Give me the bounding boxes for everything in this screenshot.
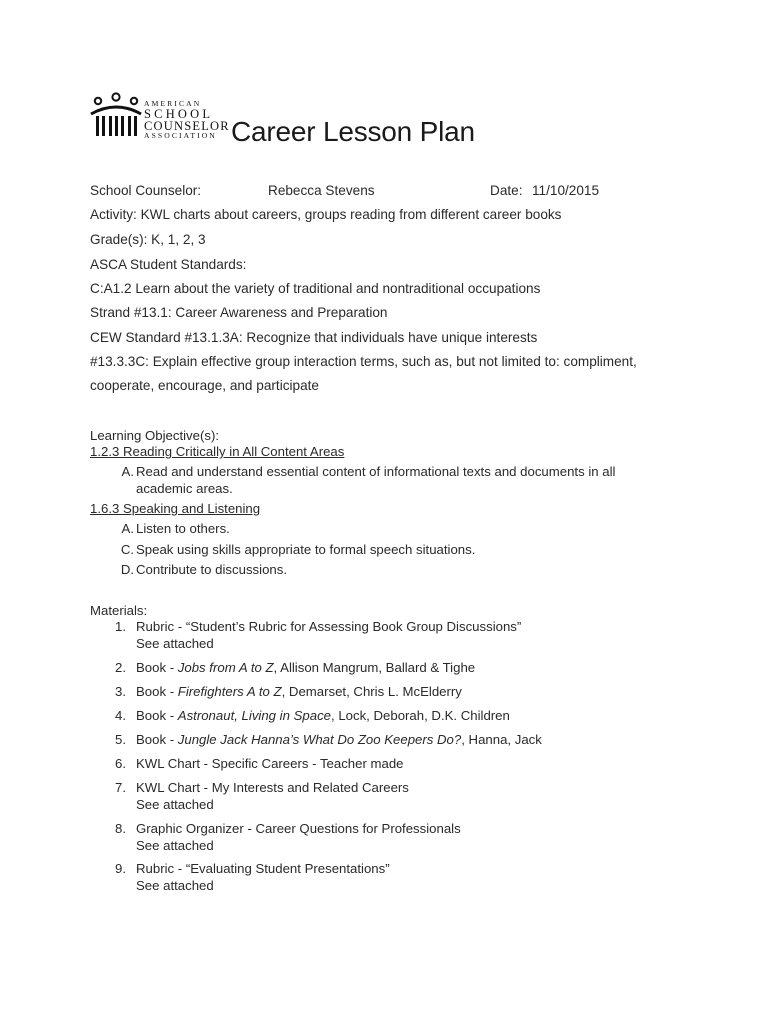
- material-text: [136, 660, 475, 675]
- date-label: Date:: [490, 183, 523, 198]
- material-text: Rubric - “Evaluating Student Presentations”: [136, 861, 390, 876]
- objectives-heading: Learning Objective(s):: [90, 428, 220, 443]
- logo-line-1: AMERICAN: [144, 99, 202, 108]
- logo-line-2: SCHOOL: [144, 107, 214, 121]
- materials-heading: Materials:: [90, 603, 148, 618]
- material-text: [136, 708, 510, 723]
- material-note: See attached: [136, 636, 214, 651]
- material-prefix: Book -: [136, 684, 178, 699]
- material-number: 1.: [115, 619, 126, 634]
- material-text: [136, 684, 462, 699]
- material-suffix: , Demarset, Chris L. McElderry: [281, 684, 462, 699]
- objective-group-title: 1.6.3 Speaking and Listening: [90, 501, 261, 516]
- objective-group-title: 1.2.3 Reading Critically in All Content Areas: [90, 444, 345, 459]
- material-suffix: , Lock, Deborah, D.K. Children: [331, 708, 510, 723]
- standard-line: CEW Standard #13.1.3A: Recognize that individuals have unique interests: [90, 330, 538, 345]
- asca-logo-wordmark: [144, 100, 236, 142]
- book-title: Astronaut, Living in Space: [177, 708, 331, 723]
- material-suffix: , Hanna, Jack: [461, 732, 542, 747]
- objective-marker: D.: [120, 562, 134, 577]
- material-note: See attached: [136, 838, 214, 853]
- book-title: Jobs from A to Z: [177, 660, 274, 675]
- page-title: Career Lesson Plan: [231, 116, 475, 147]
- material-number: 6.: [115, 756, 126, 771]
- counselor-name: Rebecca Stevens: [268, 183, 375, 198]
- material-number: 2.: [115, 660, 126, 675]
- asca-logo-icon: [88, 92, 144, 142]
- standard-line: #13.3.3C: Explain effective group interaction terms, such as, but not limited to: compliment,: [90, 354, 637, 369]
- material-number: 9.: [115, 861, 126, 876]
- counselor-label: School Counselor:: [90, 183, 202, 198]
- objective-text: Listen to others.: [136, 521, 230, 536]
- objective-text: Speak using skills appropriate to formal speech situations.: [136, 542, 476, 557]
- standard-line: Strand #13.1: Career Awareness and Preparation: [90, 305, 388, 320]
- grades-line: Grade(s): K, 1, 2, 3: [90, 232, 206, 247]
- objective-text-cont: academic areas.: [136, 481, 233, 496]
- material-number: 7.: [115, 780, 126, 795]
- objective-marker: A.: [121, 521, 134, 536]
- objective-marker: A.: [121, 464, 134, 479]
- objective-text: Read and understand essential content of informational texts and documents in all: [136, 464, 616, 479]
- material-text: Rubric - “Student’s Rubric for Assessing Book Group Discussions”: [136, 619, 522, 634]
- date-value: 11/10/2015: [532, 183, 600, 198]
- counselor-info-row: [90, 183, 710, 201]
- material-text: [136, 732, 542, 747]
- material-prefix: Book -: [136, 732, 178, 747]
- material-number: 8.: [115, 821, 126, 836]
- standard-line: cooperate, encourage, and participate: [90, 378, 319, 393]
- material-text: Graphic Organizer - Career Questions for Professionals: [136, 821, 461, 836]
- logo-line-3: COUNSELOR: [144, 119, 230, 133]
- objective-text: Contribute to discussions.: [136, 562, 287, 577]
- material-prefix: Book -: [136, 708, 178, 723]
- standards-heading: ASCA Student Standards:: [90, 257, 247, 272]
- material-number: 3.: [115, 684, 126, 699]
- material-note: See attached: [136, 878, 214, 893]
- material-text: KWL Chart - Specific Careers - Teacher made: [136, 756, 404, 771]
- activity-line: Activity: KWL charts about careers, groups reading from different career books: [90, 207, 562, 222]
- material-prefix: Book -: [136, 660, 178, 675]
- book-title: Firefighters A to Z: [177, 684, 282, 699]
- document-header: [88, 92, 688, 152]
- objective-marker: C.: [120, 542, 134, 557]
- material-suffix: , Allison Mangrum, Ballard & Tighe: [273, 660, 476, 675]
- material-number: 4.: [115, 708, 126, 723]
- material-number: 5.: [115, 732, 126, 747]
- material-text: KWL Chart - My Interests and Related Careers: [136, 780, 409, 795]
- standard-line: C:A1.2 Learn about the variety of traditional and nontraditional occupations: [90, 281, 541, 296]
- book-title: Jungle Jack Hanna’s What Do Zoo Keepers Do?: [177, 732, 462, 747]
- material-note: See attached: [136, 797, 214, 812]
- logo-line-4: ASSOCIATION: [144, 131, 217, 140]
